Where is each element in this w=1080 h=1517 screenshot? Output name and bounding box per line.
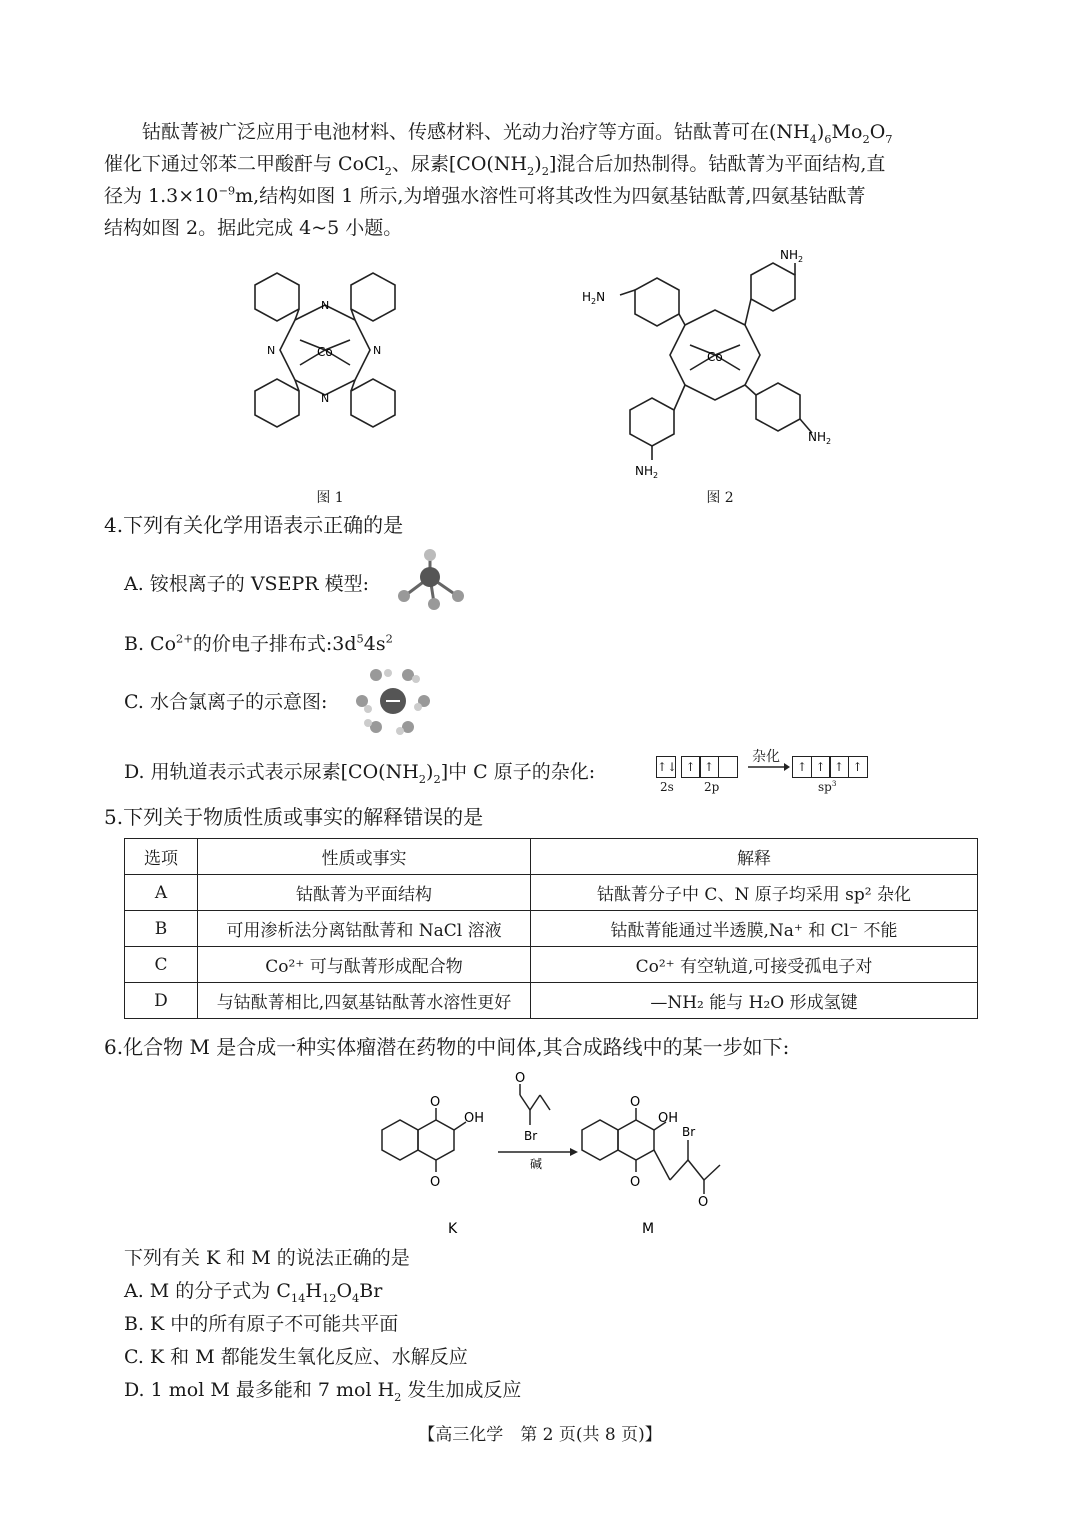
table-cell: B (125, 911, 198, 947)
reagent-condition-label: 碱 (530, 1157, 543, 1171)
orbital-2p-box: ↑ (699, 756, 719, 778)
fig2-h2n-left: $H_2N$ (582, 290, 606, 306)
orbital-sp3-label: $sp^3$ (818, 779, 837, 794)
m-br-label: Br (682, 1125, 696, 1139)
sp3-orbital-diagram (792, 756, 866, 778)
orbital-2s-box: ↑↓ (656, 756, 676, 778)
q5-stem: 5.下列关于物质性质或事实的解释错误的是 (104, 805, 484, 829)
table-cell: —NH₂ 能与 H₂O 形成氢键 (531, 983, 978, 1019)
orbital-sp3-box: ↑ (848, 756, 868, 778)
m-carbonyl-o-bottom: O (630, 1175, 641, 1190)
fig2-nh2-right: $NH_2$ (808, 430, 832, 446)
m-ketone-o-label: O (698, 1195, 709, 1210)
orbital-sp3-box: ↑ (792, 756, 812, 778)
q6-substem: 下列有关 K 和 M 的说法正确的是 (124, 1247, 410, 1269)
table-cell: A (125, 875, 198, 911)
table-cell: 与钴酞菁相比,四氨基钴酞菁水溶性更好 (198, 983, 531, 1019)
q6-option-b: B. K 中的所有原子不可能共平面 (124, 1313, 399, 1335)
compound-m-label: M (642, 1221, 655, 1237)
q6-option-d: D. 1 mol M 最多能和 7 mol $H_2$ 发生加成反应 (124, 1379, 522, 1404)
orbital-2s-label: 2s (660, 780, 674, 794)
q6-reaction-scheme (370, 1070, 730, 1240)
q6-option-a: A. M 的分子式为 $C_{14}H_{12}O_4Br$ (124, 1280, 383, 1305)
table-cell: 可用渗析法分离钴酞菁和 NaCl 溶液 (198, 911, 531, 947)
figure-2-caption: 图 2 (706, 490, 734, 506)
ammonium-vsepr-model-image (392, 545, 472, 610)
compound-k-label: K (448, 1221, 458, 1237)
q4-option-a: A. 铵根离子的 VSEPR 模型: (124, 573, 369, 595)
figure-1-cobalt-phthalocyanine (225, 265, 425, 450)
table-cell: Co²⁺ 有空轨道,可接受孤电子对 (531, 947, 978, 983)
figure-1-caption: 图 1 (316, 490, 344, 506)
fig2-nh2-bottom: $NH_2$ (635, 464, 659, 480)
m-oh-label: OH (658, 1111, 679, 1126)
table-cell: D (125, 983, 198, 1019)
fig1-n-bottom: N (321, 392, 330, 405)
intro-line-4: 结构如图 2。据此完成 4~5 小题。 (104, 217, 403, 239)
table-cell: Co²⁺ 可与酞菁形成配合物 (198, 947, 531, 983)
orbital-2p-label: 2p (704, 780, 720, 794)
q5-table (124, 838, 978, 1019)
intro-paragraph (104, 116, 978, 244)
fig1-co-label: Co (317, 345, 333, 359)
table-row (125, 983, 978, 1019)
q6-stem: 6.化合物 M 是合成一种实体瘤潜在药物的中间体,其合成路线中的某一步如下: (104, 1035, 790, 1059)
table-cell: 钴酞菁能通过半透膜,Na⁺ 和 Cl⁻ 不能 (531, 911, 978, 947)
fig1-n-right: N (373, 344, 382, 357)
table-header: 选项 (125, 839, 198, 875)
hydrated-chloride-ion-image (352, 665, 434, 737)
table-row (125, 911, 978, 947)
q4-stem: 4.下列有关化学用语表示正确的是 (104, 513, 404, 537)
hybridization-arrow-icon (748, 762, 790, 772)
hybridization-arrow-label: 杂化 (752, 749, 780, 765)
table-header-row (125, 839, 978, 875)
orbital-diagram (656, 756, 736, 778)
fig1-n-top: N (321, 299, 330, 312)
orbital-2p-box (718, 756, 738, 778)
orbital-2p-box: ↑ (681, 756, 701, 778)
fig1-n-left: N (267, 344, 276, 357)
fig2-co-label: Co (707, 350, 723, 364)
q4-option-c: C. 水合氯离子的示意图: (124, 691, 328, 713)
table-cell: 钴酞菁为平面结构 (198, 875, 531, 911)
table-header: 解释 (531, 839, 978, 875)
orbital-sp3-box: ↑ (811, 756, 831, 778)
k-carbonyl-o-top: O (430, 1095, 441, 1110)
k-oh-label: OH (464, 1111, 485, 1126)
table-cell: C (125, 947, 198, 983)
table-row (125, 875, 978, 911)
table-row (125, 947, 978, 983)
intro-line-2: 催化下通过邻苯二甲酸酐与 CoCl$_2$、尿素$[CO(NH_2)_2]$混合后加热制得。钴酞菁为平面结构,直 (104, 153, 886, 178)
table-cell: 钴酞菁分子中 C、N 原子均采用 sp² 杂化 (531, 875, 978, 911)
page-footer: 【高三化学 第 2 页(共 8 页)】 (418, 1425, 662, 1445)
intro-line-1: 钴酞菁被广泛应用于电池材料、传感材料、光动力治疗等方面。钴酞菁可在$(NH_4)_6Mo_2O_7$ (142, 121, 893, 146)
q4-option-d: D. 用轨道表示式表示尿素$[CO(NH_2)_2]$中 C 原子的杂化: (124, 761, 596, 786)
figure-2-tetraamino-cobalt-phthalocyanine (580, 245, 850, 485)
reagent-o-label: O (515, 1071, 526, 1086)
table-header: 性质或事实 (198, 839, 531, 875)
q6-option-c: C. K 和 M 都能发生氧化反应、水解反应 (124, 1346, 468, 1368)
reagent-br-label: Br (524, 1129, 538, 1143)
k-carbonyl-o-bottom: O (430, 1175, 441, 1190)
q4-option-b: B. $Co^{2+}$的价电子排布式$:3d^54s^2$ (124, 631, 393, 655)
intro-line-3: 径为 $1.3\times 10^{-9}m$,结构如图 1 所示,为增强水溶性可将其改性为四氨基钴酞菁,四氨基钴酞菁 (104, 183, 866, 207)
fig2-nh2-top: $NH_2$ (780, 248, 804, 264)
m-carbonyl-o-top: O (630, 1095, 641, 1110)
orbital-sp3-box: ↑ (829, 756, 849, 778)
